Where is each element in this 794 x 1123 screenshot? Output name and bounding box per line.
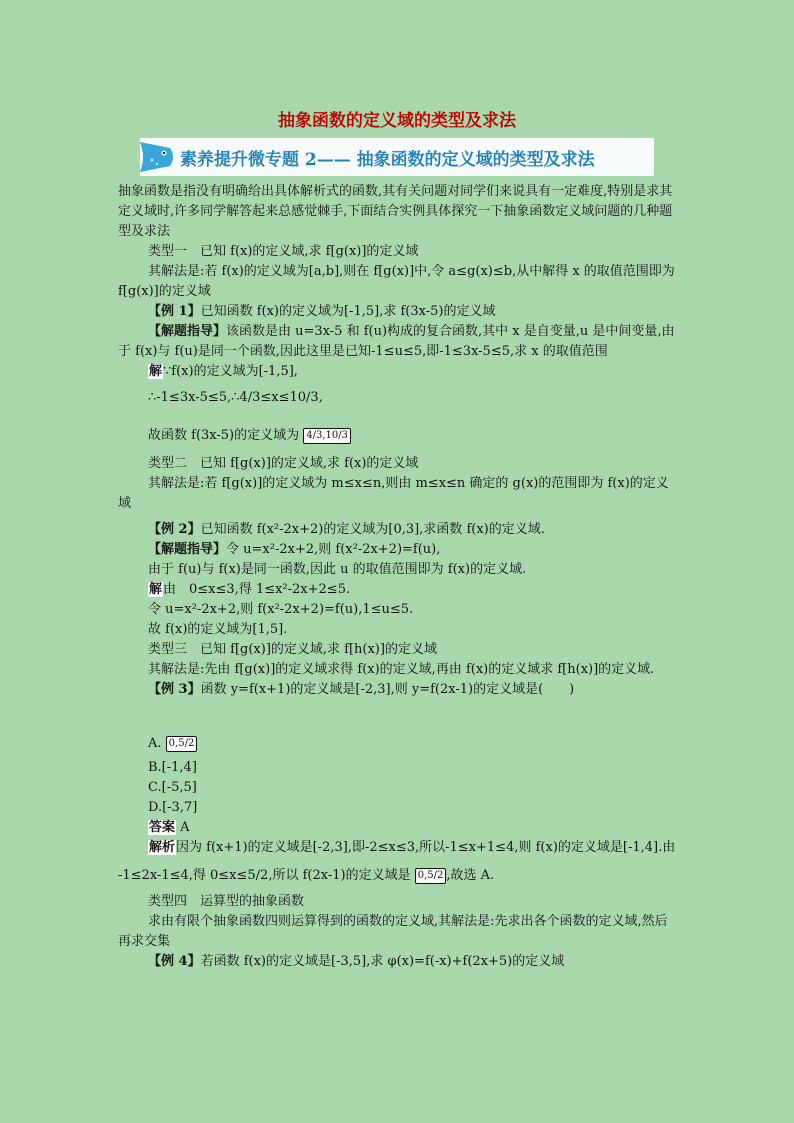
example1-label: 【例 1】 bbox=[148, 304, 201, 319]
option-d[interactable]: D.[-3,7] bbox=[148, 800, 198, 815]
type4-method: 求由有限个抽象函数四则运算得到的函数的定义域,其解法是:先求出各个函数的定义域,然后再求交集 bbox=[118, 914, 668, 949]
answer3-label: 答案 bbox=[149, 820, 176, 835]
option-a-interval: 0,5/2 bbox=[166, 736, 198, 752]
section-banner bbox=[140, 138, 654, 176]
document-body bbox=[118, 182, 680, 972]
type2-method: 其解法是:若 f[g(x)]的定义域为 m≤x≤n,则由 m≤x≤n 确定的 g(x)的范围即为 f(x)的定义域 bbox=[118, 476, 669, 511]
solution1-interval: 4/3,10/3 bbox=[303, 428, 351, 444]
example2 bbox=[118, 520, 680, 540]
analysis3-line1-text: 因为 f(x+1)的定义域是[-2,3],即-2≤x≤3,所以-1≤x+1≤4,则 f(x)的定义域是[-1,4].由 bbox=[176, 840, 676, 855]
solution2-line1-text: 由 0≤x≤3,得 1≤x²-2x+2≤5. bbox=[163, 582, 351, 597]
analysis3-line2 bbox=[118, 866, 680, 886]
example3-text: 函数 y=f(x+1)的定义域是[-2,3],则 y=f(2x-1)的定义域是( ) bbox=[200, 682, 575, 697]
example2-label: 【例 2】 bbox=[148, 522, 201, 537]
option-c[interactable]: C.[-5,5] bbox=[148, 780, 197, 795]
guide1-label: 【解题指导】 bbox=[148, 324, 227, 339]
guide1-text: 该函数是由 u=3x-5 和 f(u)构成的复合函数,其中 x 是自变量,u 是中间变量,由于 f(x)与 f(u)是同一个函数,因此这里是已知-1≤u≤5,即-1≤3x-5≤5,求 x 的取值范围 bbox=[118, 324, 675, 359]
intro-paragraph: 抽象函数是指没有明确给出具体解析式的函数,其有关问题对同学们来说具有一定难度,特别是求其定义域时,许多同学解答起来总感觉棘手,下面结合实例具体探究一下抽象函数定义域问题的几种题型及求法 bbox=[118, 184, 673, 239]
example1-solution-line1 bbox=[118, 362, 680, 382]
solution2-line1 bbox=[118, 580, 680, 600]
analysis3-line2-end: ,故选 A. bbox=[446, 868, 495, 883]
example1-text: 已知函数 f(x)的定义域为[-1,5],求 f(3x-5)的定义域 bbox=[200, 304, 496, 319]
answer3-value: A bbox=[180, 820, 190, 835]
solution1-label: 解 bbox=[149, 364, 163, 379]
solution2-label: 解 bbox=[149, 582, 163, 597]
solution1-line3 bbox=[118, 426, 680, 446]
guide2-line1: 令 u=x²-2x+2,则 f(x²-2x+2)=f(u), bbox=[226, 542, 441, 557]
type3-heading: 类型三 已知 f[g(x)]的定义域,求 f[h(x)]的定义域 bbox=[148, 642, 437, 657]
fish-icon bbox=[140, 138, 176, 176]
example4-label: 【例 4】 bbox=[148, 954, 201, 969]
guide2-line2: 由于 f(u)与 f(x)是同一函数,因此 u 的取值范围即为 f(x)的定义域. bbox=[148, 562, 527, 577]
page-title: 抽象函数的定义域的类型及求法 bbox=[278, 111, 516, 131]
example2-text: 已知函数 f(x²-2x+2)的定义域为[0,3],求函数 f(x)的定义域. bbox=[200, 522, 545, 537]
guide2-label: 【解题指导】 bbox=[148, 542, 227, 557]
type3-method: 其解法是:先由 f[g(x)]的定义域求得 f(x)的定义域,再由 f(x)的定义域求 f[h(x)]的定义域. bbox=[148, 662, 655, 677]
example4 bbox=[118, 952, 680, 972]
solution1-line2: ∴-1≤3x-5≤5,∴4/3≤x≤10/3, bbox=[148, 390, 323, 405]
answer3 bbox=[118, 818, 680, 838]
analysis3-line2-text: -1≤2x-1≤4,得 0≤x≤5/2,所以 f(2x-1)的定义域是 bbox=[118, 868, 411, 883]
solution2-line2: 令 u=x²-2x+2,则 f(x²-2x+2)=f(u),1≤u≤5. bbox=[148, 602, 414, 617]
example3 bbox=[118, 680, 680, 700]
solution2-line3: 故 f(x)的定义域为[1,5]. bbox=[148, 622, 288, 637]
analysis3-interval: 0,5/2 bbox=[415, 868, 447, 884]
example1-guide bbox=[118, 322, 680, 362]
analysis3-line1 bbox=[118, 838, 680, 858]
type1-method: 其解法是:若 f(x)的定义域为[a,b],则在 f[g(x)]中,令 a≤g(x)≤b,从中解得 x 的取值范围即为 f[g(x)]的定义域 bbox=[118, 264, 675, 299]
solution1-line3-text: 故函数 f(3x-5)的定义域为 bbox=[148, 428, 300, 443]
example4-text: 若函数 f(x)的定义域是[-3,5],求 φ(x)=f(-x)+f(2x+5)的定义域 bbox=[200, 954, 565, 969]
type4-heading: 类型四 运算型的抽象函数 bbox=[148, 894, 305, 909]
example2-guide bbox=[118, 540, 680, 560]
banner-title: 素养提升微专题 2—— 抽象函数的定义域的类型及求法 bbox=[180, 149, 595, 170]
solution1-line1: ∵f(x)的定义域为[-1,5], bbox=[163, 364, 298, 379]
analysis3-label: 解析 bbox=[149, 840, 176, 855]
option-a[interactable] bbox=[118, 734, 680, 754]
option-b[interactable]: B.[-1,4] bbox=[148, 760, 197, 775]
type2-heading: 类型二 已知 f[g(x)]的定义域,求 f(x)的定义域 bbox=[148, 456, 419, 471]
option-a-label: A. bbox=[148, 736, 162, 751]
example3-label: 【例 3】 bbox=[148, 682, 201, 697]
example1 bbox=[118, 302, 680, 322]
type1-heading: 类型一 已知 f(x)的定义域,求 f[g(x)]的定义域 bbox=[148, 244, 419, 259]
